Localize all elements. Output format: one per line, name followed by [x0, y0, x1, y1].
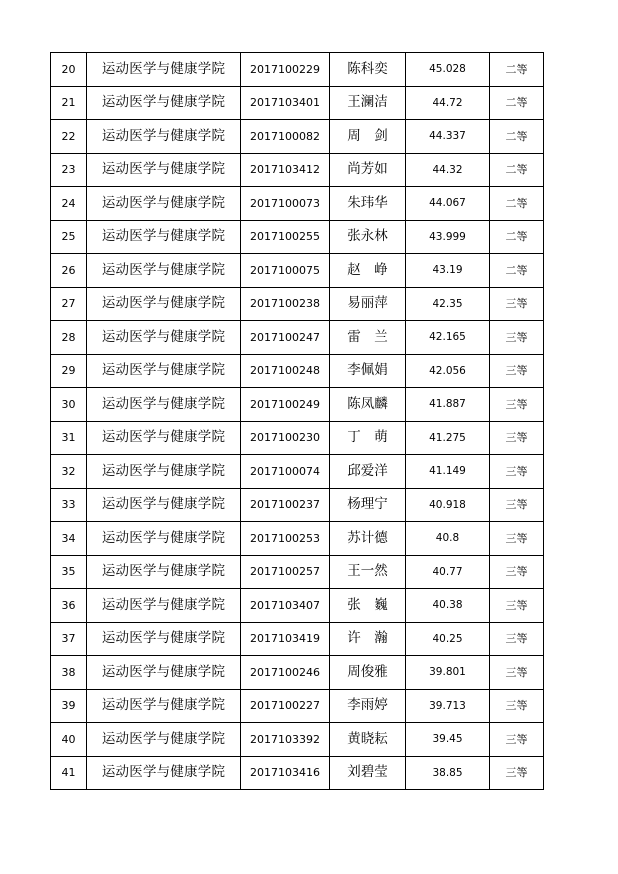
row-number: 37: [51, 622, 87, 656]
row-number: 28: [51, 321, 87, 355]
student-name: 刘碧莹: [330, 756, 406, 790]
student-name: 李佩娟: [330, 354, 406, 388]
student-id: 2017100229: [241, 53, 330, 87]
prize-level: 三等: [490, 321, 544, 355]
college-name: 运动医学与健康学院: [87, 455, 241, 489]
table-row: [51, 656, 544, 690]
college-name: 运动医学与健康学院: [87, 187, 241, 221]
student-id: 2017100230: [241, 421, 330, 455]
score: 41.149: [406, 455, 490, 489]
prize-level: 三等: [490, 756, 544, 790]
prize-level: 二等: [490, 120, 544, 154]
row-number: 31: [51, 421, 87, 455]
student-name: 李雨婷: [330, 689, 406, 723]
student-id: 2017100255: [241, 220, 330, 254]
row-number: 36: [51, 589, 87, 623]
college-name: 运动医学与健康学院: [87, 254, 241, 288]
score: 43.19: [406, 254, 490, 288]
student-id: 2017100249: [241, 388, 330, 422]
row-number: 32: [51, 455, 87, 489]
student-name: 丁 萌: [330, 421, 406, 455]
student-id: 2017100248: [241, 354, 330, 388]
score: 41.887: [406, 388, 490, 422]
award-ranking-table: [50, 52, 544, 790]
row-number: 23: [51, 153, 87, 187]
table-row: [51, 421, 544, 455]
prize-level: 三等: [490, 421, 544, 455]
row-number: 29: [51, 354, 87, 388]
student-name: 陈科奕: [330, 53, 406, 87]
student-id: 2017100082: [241, 120, 330, 154]
table-row: [51, 254, 544, 288]
score: 40.38: [406, 589, 490, 623]
prize-level: 三等: [490, 488, 544, 522]
row-number: 20: [51, 53, 87, 87]
score: 44.067: [406, 187, 490, 221]
table-row: [51, 723, 544, 757]
score: 41.275: [406, 421, 490, 455]
college-name: 运动医学与健康学院: [87, 589, 241, 623]
table-row: [51, 756, 544, 790]
row-number: 38: [51, 656, 87, 690]
student-name: 朱玮华: [330, 187, 406, 221]
student-id: 2017103401: [241, 86, 330, 120]
student-id: 2017100247: [241, 321, 330, 355]
table-row: [51, 153, 544, 187]
row-number: 35: [51, 555, 87, 589]
student-id: 2017100237: [241, 488, 330, 522]
prize-level: 二等: [490, 220, 544, 254]
prize-level: 三等: [490, 622, 544, 656]
student-id: 2017100257: [241, 555, 330, 589]
student-name: 陈凤麟: [330, 388, 406, 422]
table-row: [51, 555, 544, 589]
prize-level: 三等: [490, 589, 544, 623]
prize-level: 三等: [490, 522, 544, 556]
prize-level: 二等: [490, 53, 544, 87]
college-name: 运动医学与健康学院: [87, 421, 241, 455]
score: 44.72: [406, 86, 490, 120]
row-number: 33: [51, 488, 87, 522]
score: 38.85: [406, 756, 490, 790]
student-name: 黄晓耘: [330, 723, 406, 757]
student-name: 王澜洁: [330, 86, 406, 120]
table-row: [51, 120, 544, 154]
score: 45.028: [406, 53, 490, 87]
table-row: [51, 689, 544, 723]
college-name: 运动医学与健康学院: [87, 756, 241, 790]
score: 42.35: [406, 287, 490, 321]
college-name: 运动医学与健康学院: [87, 522, 241, 556]
college-name: 运动医学与健康学院: [87, 656, 241, 690]
row-number: 39: [51, 689, 87, 723]
student-name: 尚芳如: [330, 153, 406, 187]
college-name: 运动医学与健康学院: [87, 488, 241, 522]
student-name: 周俊雅: [330, 656, 406, 690]
score: 42.056: [406, 354, 490, 388]
student-name: 苏计德: [330, 522, 406, 556]
college-name: 运动医学与健康学院: [87, 622, 241, 656]
prize-level: 三等: [490, 455, 544, 489]
row-number: 24: [51, 187, 87, 221]
row-number: 21: [51, 86, 87, 120]
score: 40.77: [406, 555, 490, 589]
student-name: 张 巍: [330, 589, 406, 623]
prize-level: 二等: [490, 86, 544, 120]
college-name: 运动医学与健康学院: [87, 321, 241, 355]
student-name: 张永林: [330, 220, 406, 254]
row-number: 26: [51, 254, 87, 288]
prize-level: 三等: [490, 723, 544, 757]
score: 40.918: [406, 488, 490, 522]
student-name: 雷 兰: [330, 321, 406, 355]
student-name: 赵 峥: [330, 254, 406, 288]
score: 42.165: [406, 321, 490, 355]
prize-level: 三等: [490, 388, 544, 422]
student-id: 2017100227: [241, 689, 330, 723]
table-body: [51, 53, 544, 790]
college-name: 运动医学与健康学院: [87, 388, 241, 422]
student-id: 2017100238: [241, 287, 330, 321]
prize-level: 三等: [490, 287, 544, 321]
college-name: 运动医学与健康学院: [87, 220, 241, 254]
college-name: 运动医学与健康学院: [87, 287, 241, 321]
score: 39.45: [406, 723, 490, 757]
table-row: [51, 388, 544, 422]
table-row: [51, 287, 544, 321]
college-name: 运动医学与健康学院: [87, 86, 241, 120]
score: 40.25: [406, 622, 490, 656]
row-number: 30: [51, 388, 87, 422]
row-number: 41: [51, 756, 87, 790]
score: 39.801: [406, 656, 490, 690]
table-row: [51, 522, 544, 556]
student-id: 2017103392: [241, 723, 330, 757]
student-id: 2017103416: [241, 756, 330, 790]
table-row: [51, 220, 544, 254]
student-name: 许 瀚: [330, 622, 406, 656]
prize-level: 三等: [490, 689, 544, 723]
student-id: 2017100075: [241, 254, 330, 288]
prize-level: 二等: [490, 254, 544, 288]
student-id: 2017103419: [241, 622, 330, 656]
score: 40.8: [406, 522, 490, 556]
prize-level: 三等: [490, 656, 544, 690]
table-row: [51, 321, 544, 355]
row-number: 34: [51, 522, 87, 556]
table-row: [51, 488, 544, 522]
row-number: 40: [51, 723, 87, 757]
score: 44.32: [406, 153, 490, 187]
college-name: 运动医学与健康学院: [87, 120, 241, 154]
score: 39.713: [406, 689, 490, 723]
college-name: 运动医学与健康学院: [87, 53, 241, 87]
row-number: 25: [51, 220, 87, 254]
college-name: 运动医学与健康学院: [87, 354, 241, 388]
student-name: 王一然: [330, 555, 406, 589]
score: 43.999: [406, 220, 490, 254]
score: 44.337: [406, 120, 490, 154]
table-row: [51, 187, 544, 221]
student-name: 邱爱洋: [330, 455, 406, 489]
table-row: [51, 589, 544, 623]
student-id: 2017100253: [241, 522, 330, 556]
table-row: [51, 53, 544, 87]
table-row: [51, 455, 544, 489]
prize-level: 二等: [490, 153, 544, 187]
table-row: [51, 354, 544, 388]
student-id: 2017103407: [241, 589, 330, 623]
prize-level: 三等: [490, 354, 544, 388]
college-name: 运动医学与健康学院: [87, 555, 241, 589]
college-name: 运动医学与健康学院: [87, 723, 241, 757]
student-name: 周 剑: [330, 120, 406, 154]
student-name: 易丽萍: [330, 287, 406, 321]
student-id: 2017103412: [241, 153, 330, 187]
row-number: 27: [51, 287, 87, 321]
table-row: [51, 622, 544, 656]
student-id: 2017100246: [241, 656, 330, 690]
prize-level: 三等: [490, 555, 544, 589]
college-name: 运动医学与健康学院: [87, 153, 241, 187]
table-row: [51, 86, 544, 120]
row-number: 22: [51, 120, 87, 154]
student-id: 2017100073: [241, 187, 330, 221]
prize-level: 二等: [490, 187, 544, 221]
student-id: 2017100074: [241, 455, 330, 489]
college-name: 运动医学与健康学院: [87, 689, 241, 723]
student-name: 杨理宁: [330, 488, 406, 522]
